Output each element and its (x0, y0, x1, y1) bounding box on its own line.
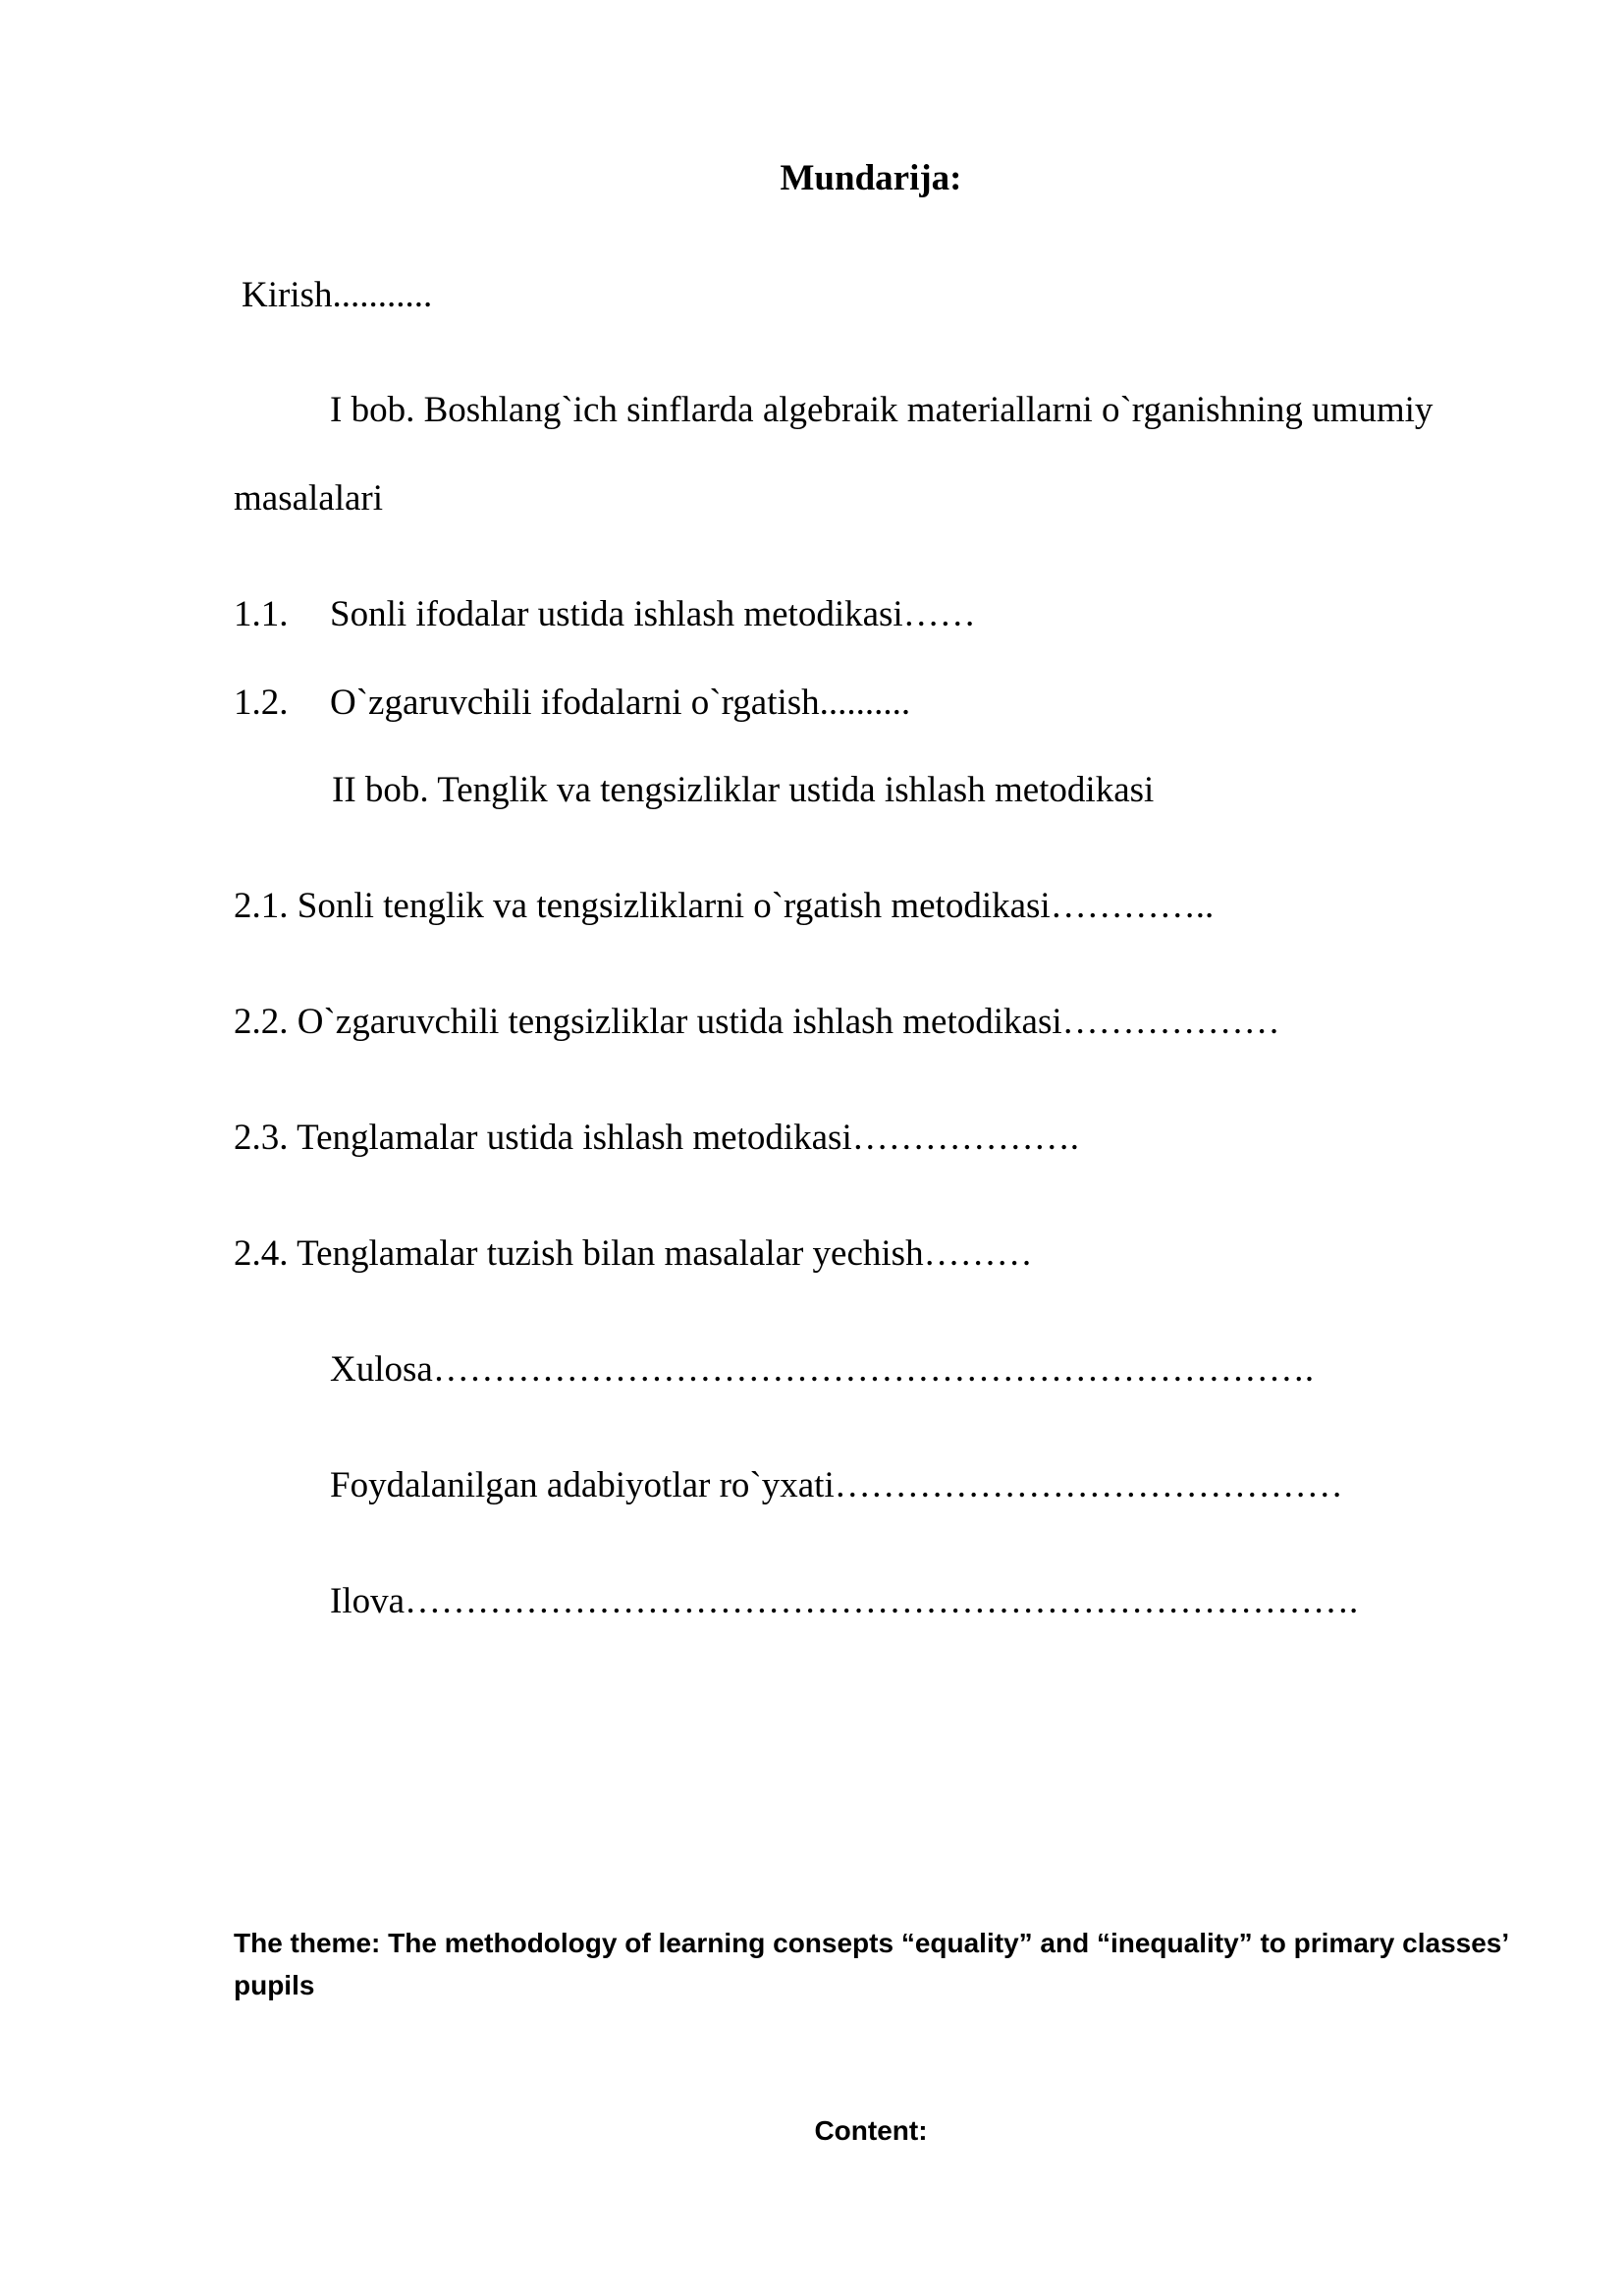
toc-chapter-1-line-2: masalalari (234, 478, 384, 519)
toc-item-1-2 (234, 684, 910, 721)
theme-statement: The theme: The methodology of learning consepts “equality” and “inequality” to primary classes’ pupils (234, 1928, 1508, 2001)
toc-heading: Mundarija: (780, 158, 962, 198)
content-heading: Content: (814, 2115, 928, 2146)
toc-item-1-1 (234, 596, 976, 632)
toc-item-2-3: 2.3. Tenglamalar ustida ishlash metodikasi………………. (234, 1118, 1079, 1158)
toc-intro: Kirish........... (242, 275, 433, 315)
toc-item-2-4: 2.4. Tenglamalar tuzish bilan masalalar yechish……… (234, 1233, 1033, 1274)
toc-chapter-1-line-1: I bob. Boshlang`ich sinflarda algebraik materiallarni o`rganishning umumiy (330, 390, 1434, 430)
toc-item-2-1: 2.1. Sonli tenglik va tengsizliklarni o`rgatish metodikasi………….. (234, 886, 1215, 926)
toc-chapter-2: II bob. Tenglik va tengsizliklar ustida ishlash metodikasi (332, 770, 1155, 810)
toc-item-2-2: 2.2. O`zgaruvchili tengsizliklar ustida ishlash metodikasi……………… (234, 1002, 1280, 1042)
toc-item-number: 1.2. (234, 683, 289, 723)
toc-item-number: 1.1. (234, 594, 289, 634)
toc-references: Foydalanilgan adabiyotlar ro`yxati…………………………………… (330, 1465, 1343, 1505)
toc-appendix: Ilova……………………………………………………………………. (330, 1581, 1359, 1621)
toc-item-text: Sonli ifodalar ustida ishlash metodikasi…… (330, 594, 976, 634)
toc-item-text: O`zgaruvchili ifodalarni o`rgatish.......... (330, 683, 911, 723)
toc-conclusion: Xulosa………………………………………………………………. (330, 1349, 1315, 1390)
